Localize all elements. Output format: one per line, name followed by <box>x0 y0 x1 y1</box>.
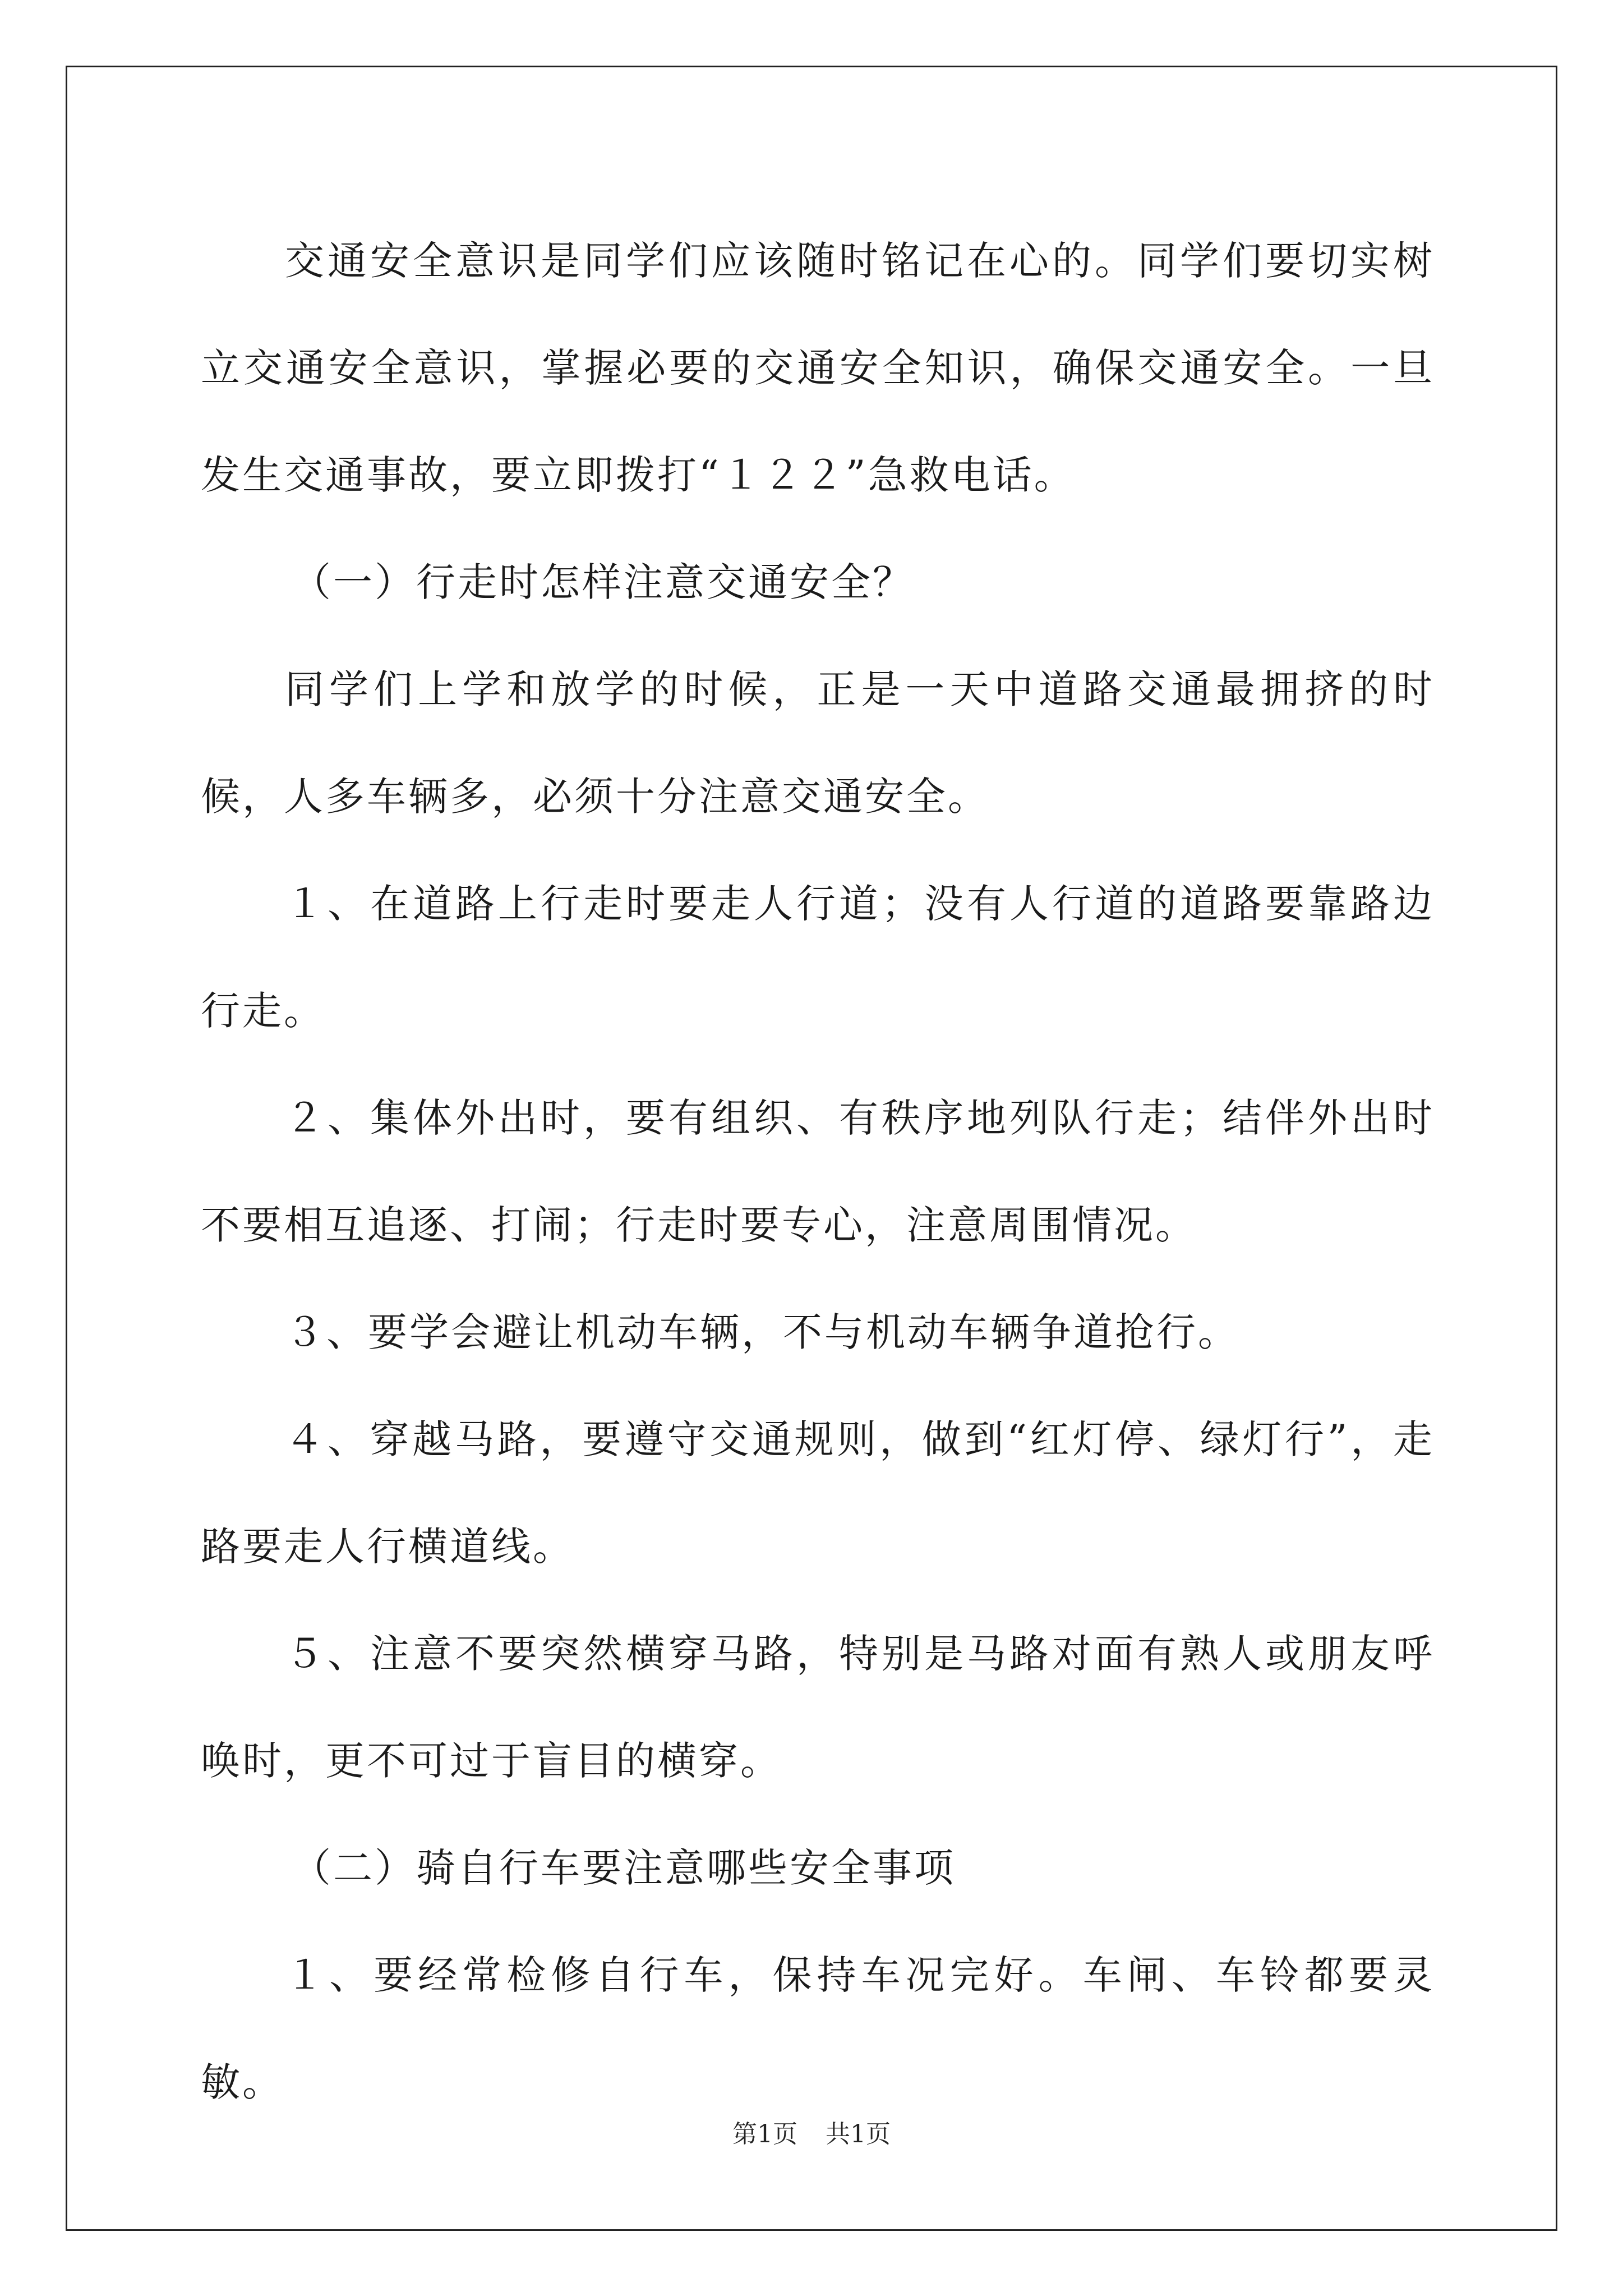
list-item-walking-1: １、在道路上行走时要走人行道；没有人行道的道路要靠路边行走。 <box>201 881 1435 1034</box>
list-item-cycling-1: １、要经常检修自行车，保持车况完好。车闸、车铃都要灵敏。 <box>201 1952 1435 2105</box>
list-item-walking-2: ２、集体外出时，要有组织、有秩序地列队行走；结伴外出时不要相互追逐、打闹；行走时要专心，注意周围情况。 <box>201 1095 1435 1248</box>
list-item-walking-5: ５、注意不要突然横穿马路，特别是马路对面有熟人或朋友呼唤时，更不可过于盲目的横穿。 <box>201 1631 1435 1784</box>
section-heading-cycling: （二）骑自行车要注意哪些安全事项 <box>292 1845 956 1891</box>
paragraph-walking-intro: 同学们上学和放学的时候，正是一天中道路交通最拥挤的时候，人多车辆多，必须十分注意交通安全。 <box>201 666 1435 820</box>
page-footer <box>0 2118 1623 2151</box>
document-body <box>201 208 1435 2136</box>
page-number: 第1页 <box>732 2120 797 2148</box>
page-total: 共1页 <box>826 2120 891 2148</box>
list-item-walking-4: ４、穿越马路，要遵守交通规则，做到“红灯停、绿灯行”，走路要走人行横道线。 <box>201 1416 1435 1570</box>
section-heading-walking: （一）行走时怎样注意交通安全？ <box>292 559 914 605</box>
list-item-walking-3: ３、要学会避让机动车辆，不与机动车辆争道抢行。 <box>285 1309 1239 1355</box>
paragraph-intro: 交通安全意识是同学们应该随时铭记在心的。同学们要切实树立交通安全意识，掌握必要的交通安全知识，确保交通安全。一旦发生交通事故，要立即拨打“１２２”急救电话。 <box>201 238 1435 498</box>
